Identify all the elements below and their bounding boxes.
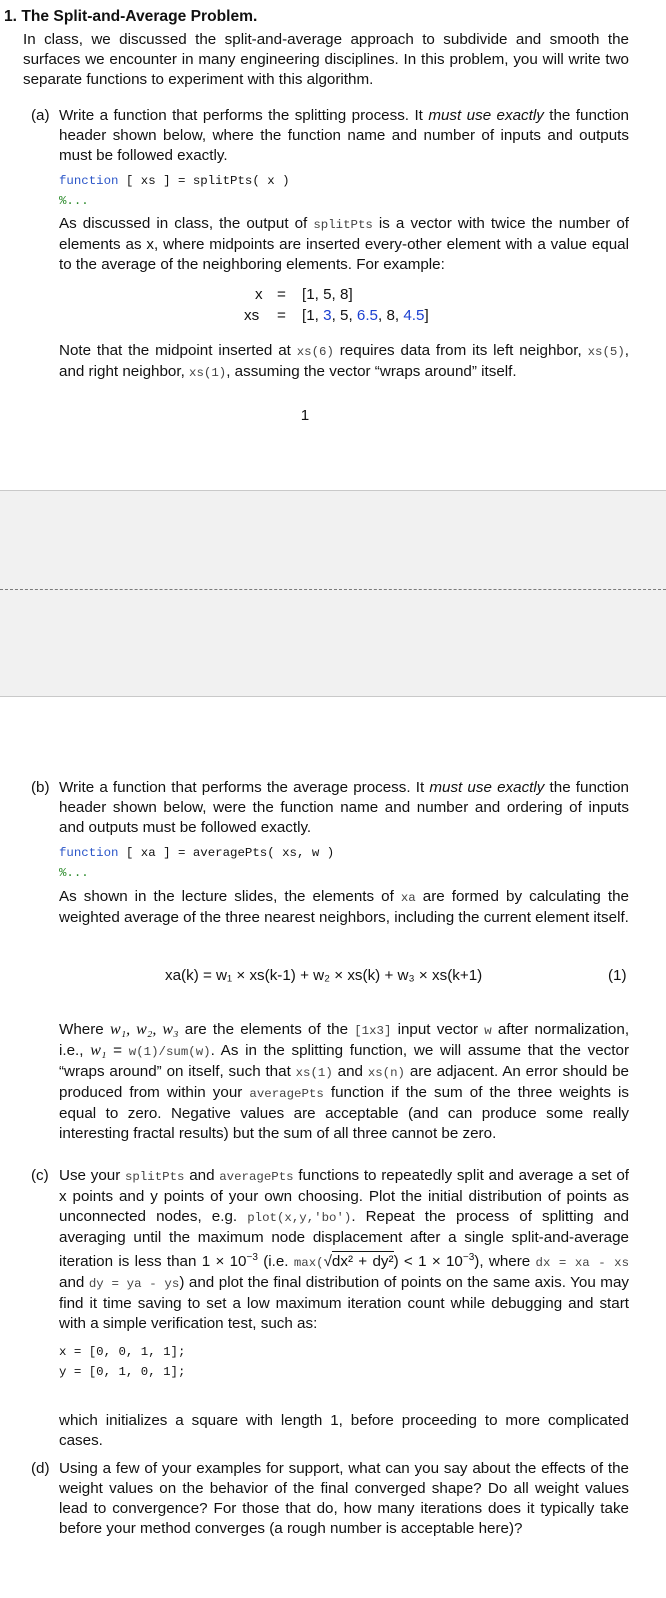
part-c-code-y: y = [0, 1, 0, 1];	[59, 1365, 186, 1379]
example-x-label: x	[255, 286, 263, 303]
part-a-code-comment: %...	[59, 194, 89, 208]
page-number: 1	[300, 407, 310, 424]
problem-number: 1.	[4, 8, 18, 25]
page-1	[0, 0, 666, 490]
example-xs-value: [1, 3, 5, 6.5, 8, 4.5]	[302, 307, 429, 324]
weighted-average-equation: xa(k) = w₁ × xs(k-1) + w₂ × xs(k) + w₃ × xs(k+1)	[165, 967, 483, 984]
part-b-label: (b)	[31, 779, 50, 796]
part-a-label: (a)	[31, 107, 50, 124]
part-c-label: (c)	[31, 1167, 49, 1184]
example-xs-equals: =	[277, 307, 286, 324]
page-2	[0, 696, 666, 1598]
example-x-equals: =	[277, 286, 286, 303]
part-d-question: Using a few of your examples for support, what can you say about the effects of the weight values on the behavior of the final converged shape? Do all weight values lead to convergence? For those that do, how many iterations does it typically take before your method converges (a rough number is acceptable here)?	[59, 1460, 629, 1537]
part-a-note: Note that the midpoint inserted at xs(6) requires data from its left neighbor, xs(5), and right neighbor, xs(1), assuming the vector “wraps around” itself.	[59, 342, 629, 380]
part-a-instructions: Write a function that performs the splitting process. It must use exactly the function header shown below, where the function name and number of inputs and outputs must be followed exactly.	[59, 107, 629, 164]
problem-intro: In class, we discussed the split-and-average approach to subdivide and smooth the surfaces we encounter in many engineering disciplines. In this problem, you will write two separate functions to experiment with this algorithm.	[23, 31, 629, 88]
part-c-code-x: x = [0, 0, 1, 1];	[59, 1345, 186, 1359]
part-b-function-header: function [ xa ] = averagePts( xs, w )	[59, 846, 335, 860]
part-b-code-comment: %...	[59, 866, 89, 880]
part-a-description: As discussed in class, the output of splitPts is a vector with twice the number of elements as x, where midpoints are inserted every-other element with a value equal to the average of the neighboring elements. For example:	[59, 215, 629, 273]
problem-title: The Split-and-Average Problem.	[21, 8, 258, 25]
example-x-value: [1, 5, 8]	[302, 286, 353, 303]
part-c-instructions: Use your splitPts and averagePts functions to repeatedly split and average a set of x points and y points of your own choosing. Plot the initial distribution of points as unconnected nodes, e.g. plot(x,y,'bo'). Repeat the process of splitting and averaging until the maximum node displacement after a single split-and-average iteration is less than $1 \times 10^{-3}$ (i.e. $\max(√dx^2 + dy^2) < 1 \times 10^{-3}$), where dx = xa - xs and dy = ya - ys) and plot the final distribution of points on the same axis. You may find it time saving to set a low maximum iteration count while debugging and start with a simple verification test, such as:	[59, 1167, 630, 1333]
example-xs-label: xs	[244, 307, 260, 324]
page-break-divider	[0, 589, 666, 590]
part-a-function-header: function [ xs ] = splitPts( x )	[59, 174, 290, 188]
part-b-where: Where w₁, w₂, w₃ are the elements of the [1x3] input vector w after normalization, i.e., w₁ = w(1)/sum(w). As in the splitting function, we will assume that the vector “wraps around” on itself, such that xs(1) and xs(n) are adjacent. An error should be produced from within your averagePts function if the sum of the three weights is equal to zero. Negative values are acceptable (and can produce some really interesting fractal results) but the sum of all three cannot be zero.	[59, 1021, 630, 1142]
part-b-instructions: Write a function that performs the average process. It must use exactly the function header shown below, were the function name and number and ordering of inputs and outputs must be followed exactly.	[59, 779, 629, 836]
part-b-description: As shown in the lecture slides, the elements of xa are formed by calculating the weighted average of the three nearest neighbors, including the current element itself.	[59, 888, 630, 926]
part-d-label: (d)	[31, 1460, 50, 1477]
equation-number: (1)	[608, 967, 627, 984]
part-c-after: which initializes a square with length 1, before proceeding to more complicated cases.	[59, 1412, 629, 1449]
problem-heading	[4, 8, 257, 26]
page-break	[0, 490, 666, 697]
